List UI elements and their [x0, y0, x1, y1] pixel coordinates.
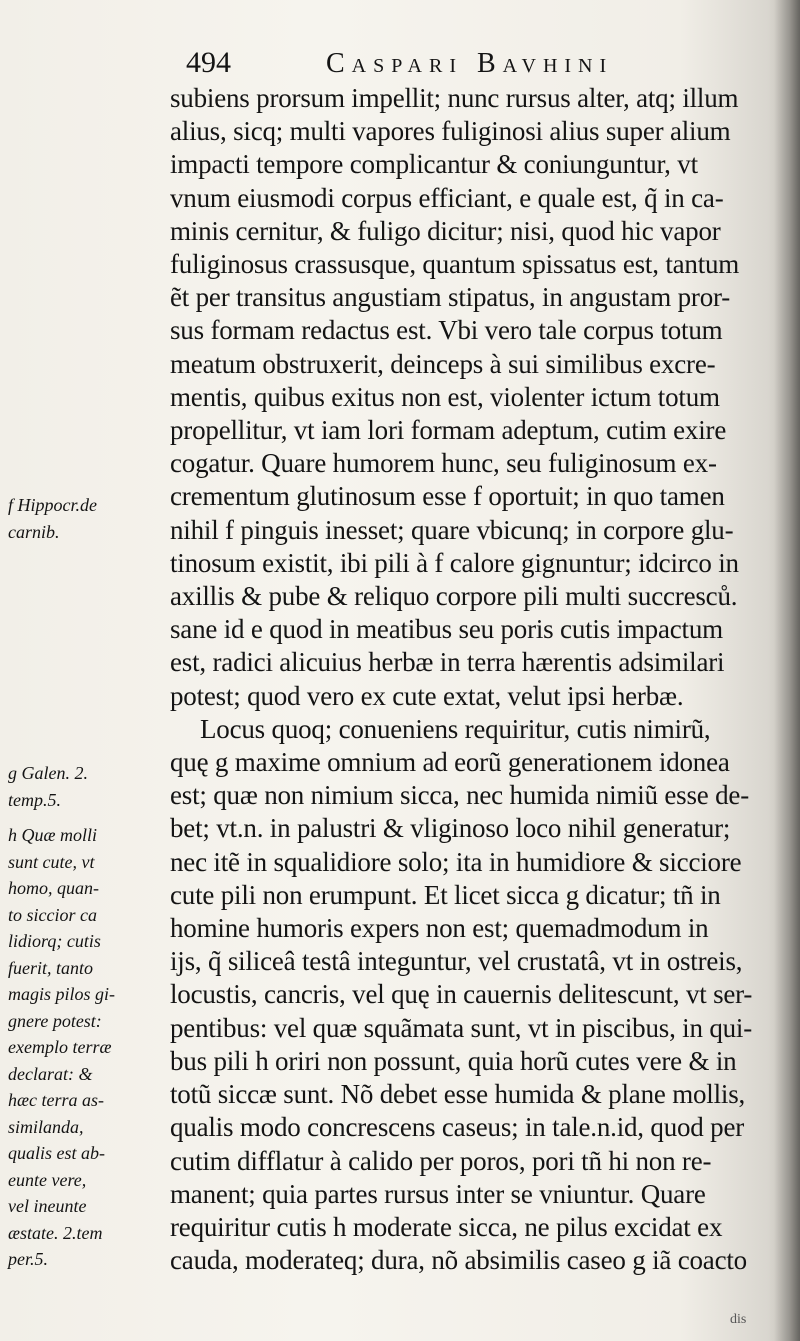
margin-note-line: æstate. 2.tem: [8, 1222, 103, 1243]
catchword: dis: [730, 1312, 747, 1327]
margin-note-line: gnere potest:: [8, 1010, 102, 1031]
margin-note-line: fuerit, tanto: [8, 957, 93, 978]
text-line: crementum glutinosum esse f oportuit; in quo tamen: [170, 481, 725, 512]
text-line: impacti tempore complicantur & coniunguntur, vt: [170, 149, 698, 180]
margin-note-line: per.5.: [8, 1249, 48, 1269]
spine-shadow: [774, 0, 800, 1341]
text-line: tinosum existit, ibi pili à f calore gignuntur; idcirco in: [170, 547, 739, 578]
text-line: pentibus: vel quæ squãmata sunt, vt in piscibus, in qui-: [170, 1012, 753, 1043]
margin-note-line: homo, quan-: [8, 878, 99, 898]
margin-note-line: hæc terra as-: [8, 1090, 104, 1110]
text-line: mentis, quibus exitus non est, violenter ictum totum: [170, 381, 720, 412]
text-line: fuliginosus crassusque, quantum spissatus est, tantum: [170, 249, 740, 280]
text-line: manent; quia partes rursus inter se vniuntur. Quare: [170, 1178, 706, 1209]
text-line: quę g maxime omnium ad eorũ generationem idonea: [170, 747, 730, 778]
text-line: cutim difflatur à calido per poros, pori tñ hi non re-: [170, 1145, 712, 1176]
text-line: homine humoris expers non est; quemadmodum in: [170, 913, 709, 944]
margin-note-line: f Hippocr.de: [8, 495, 97, 515]
text-line: nihil f pinguis inesset; quare vbicunq; in corpore glu-: [170, 514, 734, 545]
margin-note-line: qualis est ab-: [8, 1143, 105, 1163]
text-line: alius, sicq; multi vapores fuliginosi alius super alium: [170, 116, 731, 147]
text-line: ẽt per transitus angustiam stipatus, in angustam pror-: [170, 282, 731, 313]
margin-note-galen: [8, 760, 158, 813]
text-line: sus formam redactus est. Vbi vero tale corpus totum: [170, 315, 723, 346]
text-line: est; quæ non nimium sicca, nec humida nimiũ esse de-: [170, 780, 749, 811]
text-line: cute pili non erumpunt. Et licet sicca g dicatur; tñ in: [170, 879, 721, 910]
margin-note-line: sunt cute, vt: [8, 851, 95, 872]
margin-note-line: temp.5.: [8, 789, 61, 810]
text-line: bus pili h oriri non possunt, quia horũ cutes vere & in: [170, 1045, 737, 1076]
body-text: [170, 82, 770, 1277]
margin-note-line: eunte vere,: [8, 1169, 87, 1190]
margin-note-line: declarat: &: [8, 1063, 93, 1084]
text-line: cogatur. Quare humorem hunc, seu fuliginosum ex-: [170, 448, 717, 479]
text-line: cauda, moderateq; dura, nõ absimilis caseo g iã coacto: [170, 1245, 747, 1276]
text-line: minis cernitur, & fuligo dicitur; nisi, quod hic vapor: [170, 215, 721, 246]
margin-note-soft-skin: [8, 822, 158, 1273]
page-header: [186, 46, 746, 86]
margin-note-line: vel ineunte: [8, 1196, 87, 1216]
text-line: subiens prorsum impellit; nunc rursus alter, atq; illum: [170, 83, 739, 113]
margin-note-line: lidiorq; cutis: [8, 931, 101, 951]
text-line: vnum eiusmodi corpus efficiant, e quale est, q̃ in ca-: [170, 182, 724, 213]
text-line: axillis & pube & reliquo corpore pili multi succresců.: [170, 581, 738, 612]
running-head: Caspari Bavhini: [326, 48, 614, 79]
text-line: sane id e quod in meatibus seu poris cutis impactum: [170, 614, 723, 645]
page-number: 494: [186, 46, 231, 79]
text-line: nec itẽ in squalidiore solo; ita in humidiore & sicciore: [170, 846, 742, 877]
text-line: bet; vt.n. in palustri & vliginoso loco nihil generatur;: [170, 813, 731, 844]
text-line: meatum obstruxerit, deinceps à sui similibus excre-: [170, 348, 716, 379]
margin-note-hippocrates: [8, 492, 158, 545]
margin-note-line: similanda,: [8, 1116, 84, 1137]
text-line: ijs, q̃ siliceâ testâ integuntur, vel crustatâ, vt in ostreis,: [170, 946, 743, 977]
text-line: propellitur, vt iam lori formam adeptum, cutim exire: [170, 415, 727, 446]
margin-note-line: carnib.: [8, 521, 60, 542]
margin-note-line: g Galen. 2.: [8, 763, 88, 783]
margin-note-line: magis pilos gi-: [8, 984, 116, 1004]
margin-note-line: exemplo terræ: [8, 1037, 112, 1057]
margin-note-line: to siccior ca: [8, 904, 97, 925]
text-line: est, radici alicuius herbæ in terra hærentis adsimilari: [170, 647, 725, 678]
text-line: locustis, cancris, vel quę in cauernis delitescunt, vt ser-: [170, 979, 753, 1010]
text-line: qualis modo concrescens caseus; in tale.n.id, quod per: [170, 1112, 745, 1143]
margin-note-line: h Quæ molli: [8, 825, 98, 845]
paragraph-start-line: Locus quoq; conueniens requiritur, cutis nimirũ,: [200, 713, 711, 744]
text-line: potest; quod vero ex cute extat, velut ipsi herbæ.: [170, 680, 684, 711]
text-line: totũ siccæ sunt. Nõ debet esse humida & plane mollis,: [170, 1079, 746, 1110]
text-line: requiritur cutis h moderate sicca, ne pilus excidat ex: [170, 1211, 723, 1242]
